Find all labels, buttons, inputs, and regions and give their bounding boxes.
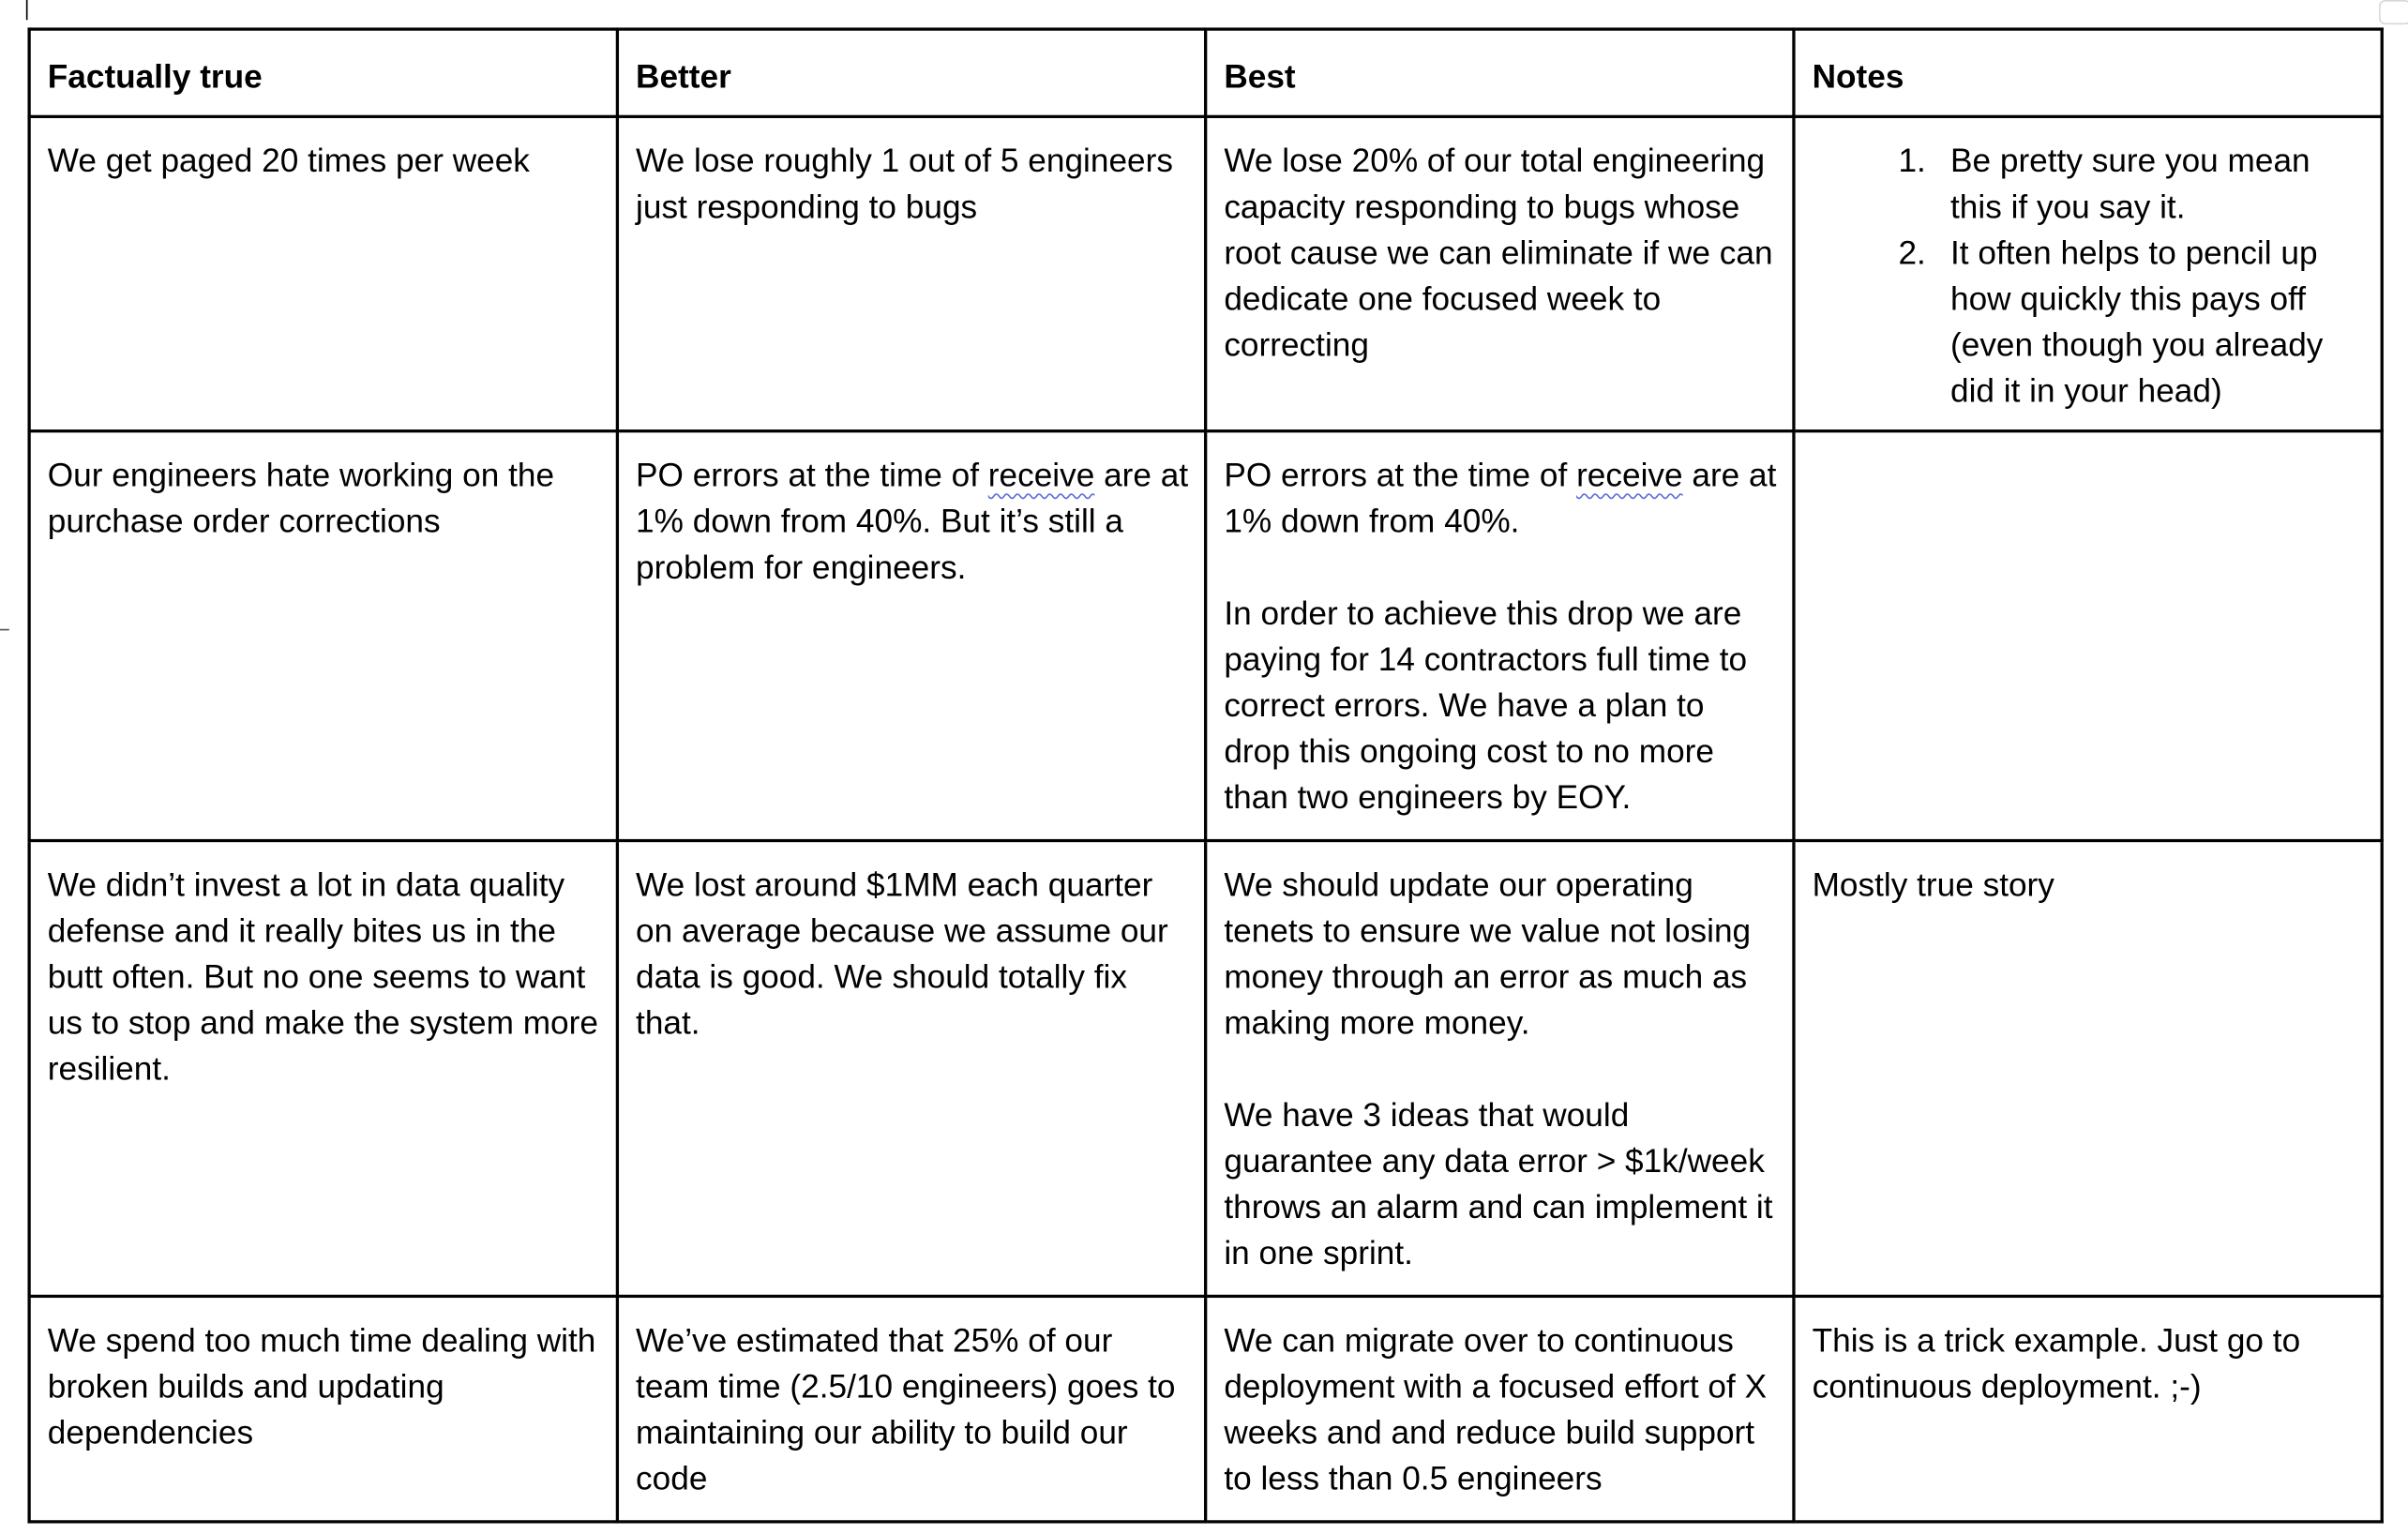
list-item: 2. It often helps to pencil up how quickly this pays off (even though you already did it in your head) <box>1935 230 2366 414</box>
cell-better[interactable] <box>617 431 1205 841</box>
cell-paragraph: We can migrate over to continuous deployment with a focused effort of X weeks and and reduce build support to less than 0.5 engineers <box>1224 1322 1768 1497</box>
cell-factually-true[interactable]: We get paged 20 times per week <box>29 116 617 430</box>
table-row <box>29 841 2382 1297</box>
cell-best[interactable] <box>1206 1296 1794 1521</box>
cell-notes[interactable]: This is a trick example. Just go to continuous deployment. ;-) <box>1794 1296 2382 1521</box>
cell-better[interactable]: We lost around $1MM each quarter on average because we assume our data is good. We should totally fix that. <box>617 841 1205 1297</box>
table-row <box>29 431 2382 841</box>
text-run: are at 1% down from 40%. But it’s still a problem for engineers. <box>636 457 1189 586</box>
cell-factually-true[interactable]: We spend too much time dealing with broken builds and updating dependencies <box>29 1296 617 1521</box>
header-notes[interactable]: Notes <box>1794 29 2382 116</box>
cell-notes[interactable]: Mostly true story <box>1794 841 2382 1297</box>
header-best[interactable]: Best <box>1206 29 1794 116</box>
table-row <box>29 116 2382 430</box>
text-run: PO errors at the time of <box>636 457 988 494</box>
header-factually-true[interactable]: Factually true <box>29 29 617 116</box>
cell-best[interactable] <box>1206 116 1794 430</box>
header-better[interactable]: Better <box>617 29 1205 116</box>
cell-factually-true[interactable]: We didn’t invest a lot in data quality defense and it really bites us in the butt often. But no one seems to want us to stop and make the system more resilient. <box>29 841 617 1297</box>
cell-paragraph <box>1224 453 1777 545</box>
text-run: PO errors at the time of <box>1224 457 1577 494</box>
cell-paragraph: We should update our operating tenets to ensure we value not losing money through an error as much as making more money. <box>1224 866 1752 1042</box>
cell-best[interactable] <box>1206 431 1794 841</box>
notes-list <box>1813 138 2366 414</box>
cell-paragraph: We lose 20% of our total engineering capacity responding to bugs whose root cause we can eliminate if we can dedicate one focused week to correcting <box>1224 143 1773 364</box>
spellcheck-word[interactable]: receive <box>1576 457 1683 494</box>
cell-factually-true[interactable]: Our engineers hate working on the purchase order corrections <box>29 431 617 841</box>
cell-notes[interactable] <box>1794 116 2382 430</box>
cell-paragraph: In order to achieve this drop we are paying for 14 contractors full time to correct errors. We have a plan to drop this ongoing cost to no more than two engineers by EOY. <box>1224 594 1748 817</box>
cell-best[interactable] <box>1206 841 1794 1297</box>
cell-notes[interactable] <box>1794 431 2382 841</box>
text-run: are at 1% down from 40%. <box>1224 457 1777 540</box>
header-row <box>29 29 2382 116</box>
list-item: 1. Be pretty sure you mean this if you say it. <box>1935 138 2366 230</box>
margin-tick <box>0 629 9 631</box>
page-edge-marker <box>26 0 28 20</box>
spellcheck-word[interactable]: receive <box>987 457 1095 494</box>
comparison-table <box>27 27 2383 1523</box>
cell-better[interactable]: We’ve estimated that 25% of our team time (2.5/10 engineers) goes to maintaining our ability to build our code <box>617 1296 1205 1521</box>
table-row <box>29 1296 2382 1521</box>
scroll-handle[interactable] <box>2379 0 2408 24</box>
cell-better[interactable]: We lose roughly 1 out of 5 engineers just responding to bugs <box>617 116 1205 430</box>
cell-paragraph: We have 3 ideas that would guarantee any data error > $1k/week throws an alarm and can implement it in one sprint. <box>1224 1096 1773 1272</box>
